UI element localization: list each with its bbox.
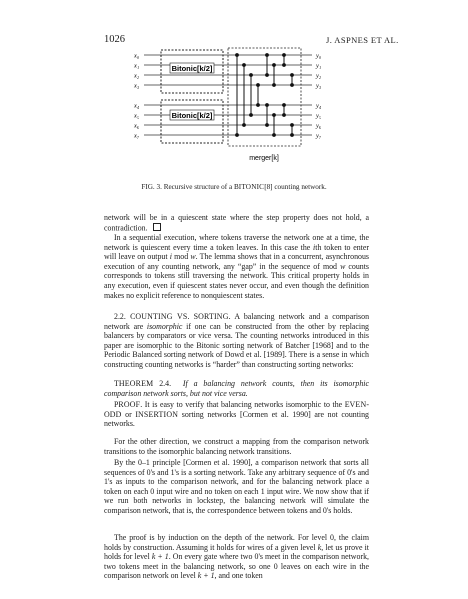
caption-smallcaps: ITONIC <box>238 183 265 191</box>
paragraph-1 <box>104 213 369 233</box>
merger-label: merger[k] <box>249 155 279 162</box>
proof-4-text-d: , and one token <box>214 571 263 581</box>
balancer-dot-bottom-6-1 <box>282 113 286 117</box>
balancer-dot-bottom-5-0 <box>272 83 276 87</box>
paragraph-1-text: network will be in a quiescent state where the step property does not hold, a contradiction. <box>104 213 369 233</box>
input-label-2: x₂ <box>134 72 140 80</box>
theorem-label-a: T <box>114 379 119 388</box>
var-k: k <box>317 542 322 552</box>
paragraph-2-text-c: mod <box>171 252 191 262</box>
balancer-dot-top-6-1 <box>282 103 286 107</box>
paragraph-2-text-b: th token to enter will leave on output <box>104 242 369 262</box>
proof-paragraph-1 <box>104 400 369 429</box>
balancer-dot-top-7-0 <box>290 73 294 77</box>
term-isomorphic: isomorphic <box>146 321 183 331</box>
balancer-dot-bottom-5-1 <box>272 133 276 137</box>
bitonic-bottom-box <box>161 100 223 143</box>
paragraph-2 <box>104 233 369 300</box>
proof-paragraph-4 <box>104 533 369 581</box>
section-heading-sc-b: ORTING <box>198 312 229 321</box>
balancer-dot-top-1-0 <box>242 63 246 67</box>
proof-sc-insertion: NSERTION <box>138 409 179 419</box>
input-label-6: x₆ <box>134 122 140 130</box>
output-label-1: y₁ <box>316 62 322 70</box>
output-label-2: y₂ <box>316 72 322 80</box>
input-label-4: x₄ <box>134 102 140 110</box>
output-label-5: y₅ <box>316 112 322 120</box>
running-head: J. ASPNES ET AL. <box>326 35 399 45</box>
balancer-dot-top-3-0 <box>256 83 260 87</box>
balancer-dot-bottom-4-1 <box>265 123 269 127</box>
proof-label-a: P <box>114 400 119 409</box>
theorem-2-4 <box>104 379 369 398</box>
proof-label-sc: ROOF <box>118 400 141 409</box>
input-label-1: x₁ <box>134 62 140 70</box>
theorem-statement: If a balancing network counts, then its isomorphic comparison network sorts, but not vice versa. <box>104 379 369 398</box>
proof-4-text-a: The proof is by induction on the depth of the network. For level 0, the claim holds by construction. Assuming it holds for wires of a given level <box>104 533 369 552</box>
paragraph-2-text-e: counts corresponds to tokens still traversing the network. This critical property holds in any execution, even if quiescent states never occur, and even though the definition makes no explicit reference to nonquiescent states. <box>104 261 370 300</box>
balancer-dot-top-5-1 <box>272 113 276 117</box>
caption-text: Recursive structure of a B <box>163 183 239 191</box>
balancer-dot-top-4-1 <box>265 103 269 107</box>
balancer-dot-top-2-0 <box>249 73 253 77</box>
var-w: w <box>190 252 196 262</box>
balancer-dot-top-6-0 <box>282 53 286 57</box>
section-heading-a: 2.2. C <box>114 312 136 321</box>
theorem-number: 2.4. <box>153 379 172 388</box>
proof-sc-odd: DD <box>109 409 122 419</box>
proof-4-text-b: , let us prove it holds for level <box>104 542 369 562</box>
proof-paragraph-2 <box>104 437 369 456</box>
var-k-plus-1: k + 1 <box>151 552 169 562</box>
figure-bitonic-network <box>104 44 370 172</box>
caption-suffix: [8] counting network. <box>264 183 327 191</box>
caption-prefix: FIG. 3. <box>141 183 162 191</box>
var-k-plus-1-b: k + 1 <box>197 571 215 581</box>
var-i: i <box>313 242 316 252</box>
var-w-2: w <box>340 261 346 271</box>
paragraph-3-text-a: . A balancing network and a comparison network are <box>104 312 370 331</box>
balancer-dot-bottom-4-0 <box>265 73 269 77</box>
output-label-7: y₇ <box>316 132 322 140</box>
bitonic-network-diagram <box>104 44 370 172</box>
paragraph-2-text-a: In a sequential execution, where tokens traverse the network one at a time, the network is quiescent every time a token leaves. In this case the <box>104 233 369 252</box>
balancer-dot-bottom-2-0 <box>249 113 253 117</box>
paragraph-3-text-b: if one can be constructed from the other by replacing balancers by comparators or vice versa. The counting networks introduced in this paper are isomorphic to the Bitonic sorting network of Batcher [1968] and to the Periodic Balanced sorting network of Dowd et al. [1989]. There is a sense in which constructing counting networks is “harder” than constructing sorting networks: <box>104 321 369 369</box>
bitonic-top-label: Bitonic[k/2] <box>171 64 213 73</box>
proof-paragraph-3 <box>104 458 369 516</box>
proof-paragraph-2-text: For the other direction, we construct a mapping from the comparison network transitions to the isomorphic balancing network transitions. <box>104 437 369 456</box>
bitonic-bottom-label: Bitonic[k/2] <box>171 111 213 120</box>
var-i-mod: i <box>169 252 172 262</box>
paragraph-2-text-d: . The lemma shows that in a concurrent, asynchronous execution of any counting network, any “gap” in the sequence of mod <box>104 252 369 271</box>
figure-caption <box>0 183 468 191</box>
output-label-4: y₄ <box>316 102 322 110</box>
balancer-dot-bottom-7-1 <box>290 133 294 137</box>
proof-text-a: . It is easy to verify that balancing networks isomorphic to the E <box>140 400 350 409</box>
page-number: 1026 <box>104 34 125 45</box>
proof-4-text-c: . On every gate where two 0's meet in the comparison network, two tokens meet in the balancing network, so one 0 leaves on each wire in the comparison network on level <box>104 552 369 581</box>
input-label-3: x₃ <box>134 82 140 90</box>
balancer-dot-bottom-1-0 <box>242 123 246 127</box>
section-heading-b: . S <box>187 312 199 321</box>
theorem-label-sc: HEOREM <box>118 379 154 388</box>
proof-text-c: or I <box>121 409 139 419</box>
balancer-dot-bottom-6-0 <box>282 63 286 67</box>
proof-sc-even: VEN <box>349 400 367 409</box>
proof-text-d: sorting networks [Cormen et al. 1990] are not counting networks. <box>104 409 370 429</box>
balancer-dot-top-4-0 <box>265 53 269 57</box>
proof-text-b: -O <box>104 400 369 419</box>
balancer-dot-bottom-0-0 <box>235 133 239 137</box>
input-label-0: x₀ <box>134 52 140 60</box>
output-label-3: y₃ <box>316 82 322 90</box>
output-label-0: y₀ <box>316 52 322 60</box>
merger-box <box>228 48 301 146</box>
input-label-7: x₇ <box>134 132 140 140</box>
qed-square-icon <box>153 223 161 231</box>
output-label-6: y₆ <box>316 122 322 130</box>
input-label-5: x₅ <box>134 112 140 120</box>
proof-paragraph-3-text: By the 0–1 principle [Cormen et al. 1990], a comparison network that sorts all sequences of 0's and 1's is a sorting network. Take any arbitrary sequence of 0's and 1's as inputs to the comparison network, and for the balancing network place a token on each 0 input wire and no token on each 1 input wire. We now show that if we run both networks in lockstep, the balancing network will simulate the comparison network, that is, the correspondence between tokens and 0's holds. <box>104 458 369 515</box>
balancer-dot-top-7-1 <box>290 123 294 127</box>
balancer-dot-top-5-0 <box>272 63 276 67</box>
balancer-dot-bottom-7-0 <box>290 83 294 87</box>
section-heading-sc-a: OUNTING VS <box>135 312 188 321</box>
balancer-dot-bottom-3-0 <box>256 103 260 107</box>
balancer-dot-top-0-0 <box>235 53 239 57</box>
section-2-2-paragraph <box>104 312 369 370</box>
